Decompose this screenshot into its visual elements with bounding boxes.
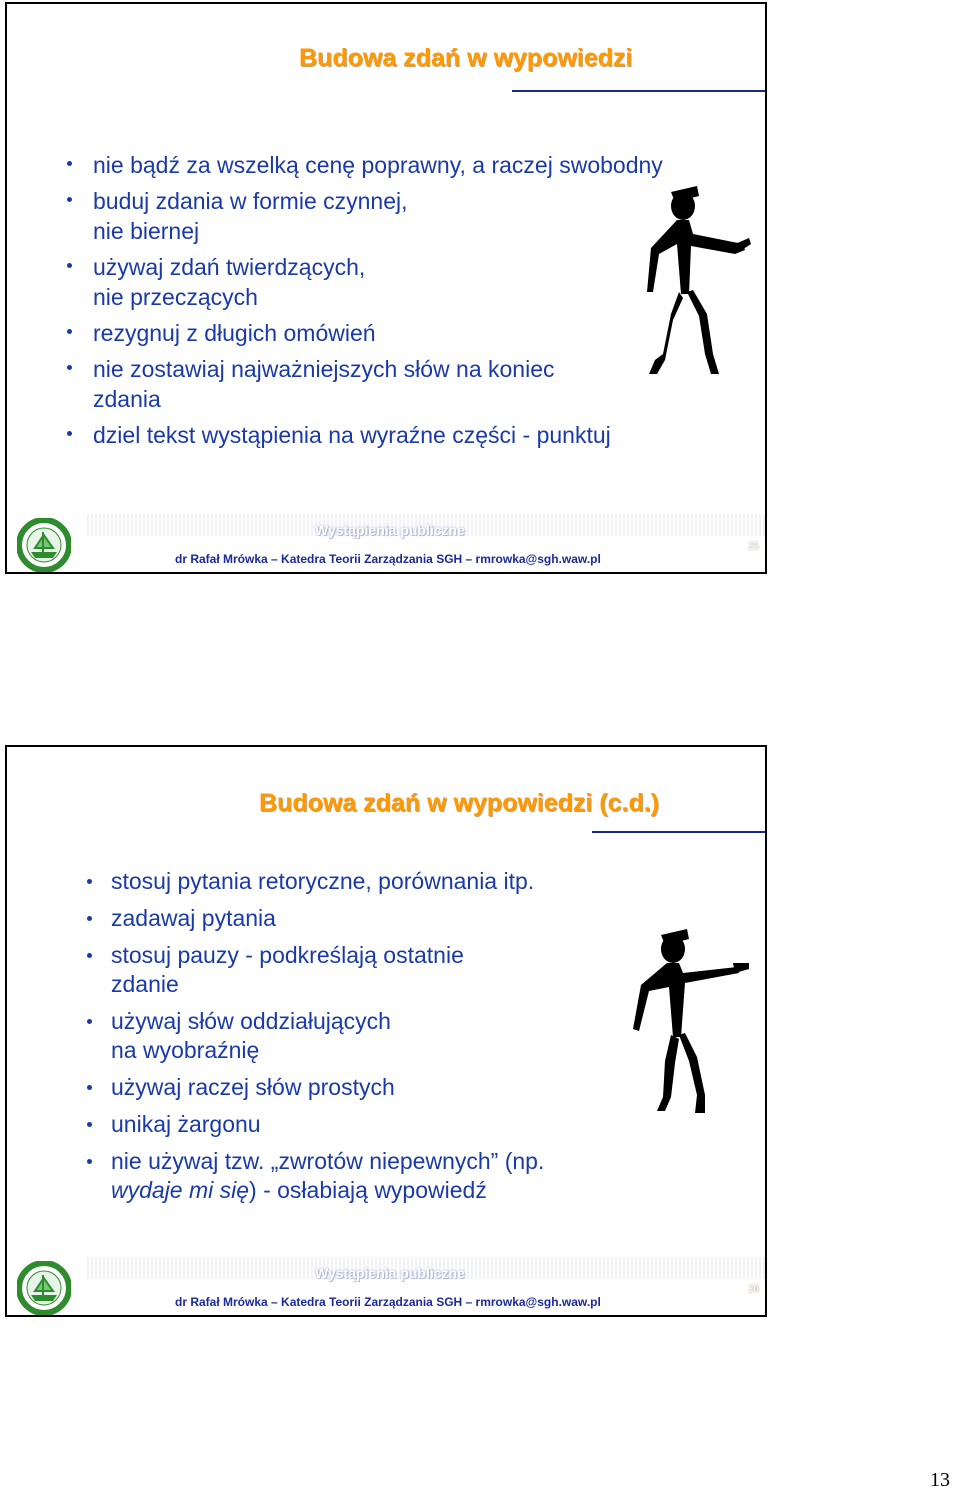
bullet-list (111, 867, 691, 1213)
bullet-text: buduj zdania w formie czynnej, (93, 188, 408, 214)
footer-author: dr Rafał Mrówka – Katedra Teorii Zarządzania SGH – rmrowka@sgh.waw.pl (175, 552, 601, 566)
bullet-text: ) - osłabiają wypowiedź (249, 1177, 487, 1203)
slide-title: Budowa zdań w wypowiedzi (299, 44, 633, 72)
bullet-text: zadawaj pytania (111, 905, 276, 931)
bullet-text: nie przeczących (93, 284, 258, 310)
footer-course-title: Wystąpienia publiczne (315, 522, 465, 538)
bullet-item (111, 904, 691, 933)
slide-25 (5, 2, 767, 574)
bullet-dot-icon (87, 879, 92, 884)
bullet-item (111, 1110, 691, 1139)
bullet-text: nie używaj tzw. „zwrotów niepewnych” (np. (111, 1148, 545, 1174)
slide-page-number: 26 (748, 1283, 759, 1295)
bullet-text: na wyobraźnię (111, 1037, 260, 1063)
bullet-text: zdanie (111, 971, 179, 997)
bullet-item (93, 420, 733, 450)
bullet-item (93, 150, 733, 180)
title-rule (592, 831, 765, 833)
bullet-item (111, 867, 691, 896)
bullet-dot-icon (87, 953, 92, 958)
bullet-text: używaj zdań twierdzących, (93, 254, 366, 280)
bullet-text: nie biernej (93, 218, 200, 244)
slide-footer (7, 1257, 765, 1315)
bullet-dot-icon (67, 161, 72, 166)
bullet-dot-icon (67, 329, 72, 334)
bullet-dot-icon (67, 365, 72, 370)
bullet-text: unikaj żargonu (111, 1111, 261, 1137)
footer-author: dr Rafał Mrówka – Katedra Teorii Zarządzania SGH – rmrowka@sgh.waw.pl (175, 1295, 601, 1309)
bullet-text: używaj raczej słów prostych (111, 1074, 395, 1100)
bullet-dot-icon (67, 263, 72, 268)
bullet-text: rezygnuj z długich omówień (93, 320, 376, 346)
bullet-dot-icon (67, 431, 72, 436)
bullet-text: stosuj pytania retoryczne, porównania itp. (111, 868, 535, 894)
bullet-text: używaj słów oddziałujących (111, 1008, 391, 1034)
bullet-text: nie zostawiaj najważniejszych słów na koniec (93, 356, 555, 382)
bullet-item (111, 1007, 691, 1065)
bullet-text: nie bądź za wszelką cenę poprawny, a raczej swobodny (93, 152, 663, 178)
bullet-text: zdania (93, 386, 161, 412)
bullet-dot-icon (67, 197, 72, 202)
bullet-dot-icon (87, 1085, 92, 1090)
bullet-item (111, 1147, 691, 1205)
bullet-dot-icon (87, 1159, 92, 1164)
slide-26 (5, 745, 767, 1317)
bullet-text: wydaje mi się (111, 1177, 250, 1203)
pointing-man-figure-icon (615, 927, 755, 1127)
bullet-item (111, 1073, 691, 1102)
bullet-item (111, 941, 691, 999)
footer-course-title: Wystąpienia publiczne (315, 1265, 465, 1281)
slide-footer (7, 514, 765, 572)
slide-title: Budowa zdań w wypowiedzi (c.d.) (259, 789, 660, 817)
bullet-text: dziel tekst wystąpienia na wyraźne części - punktuj (93, 422, 611, 448)
bullet-text: stosuj pauzy - podkreślają ostatnie (111, 942, 464, 968)
bullet-dot-icon (87, 1019, 92, 1024)
sheet-page-number: 13 (930, 1469, 950, 1491)
bullet-dot-icon (87, 1122, 92, 1127)
sgh-logo-icon (17, 518, 71, 572)
sgh-logo-icon (17, 1261, 71, 1315)
pointing-man-figure-icon (615, 184, 755, 384)
bullet-dot-icon (87, 916, 92, 921)
slide-page-number: 25 (748, 540, 759, 552)
title-rule (512, 90, 765, 92)
